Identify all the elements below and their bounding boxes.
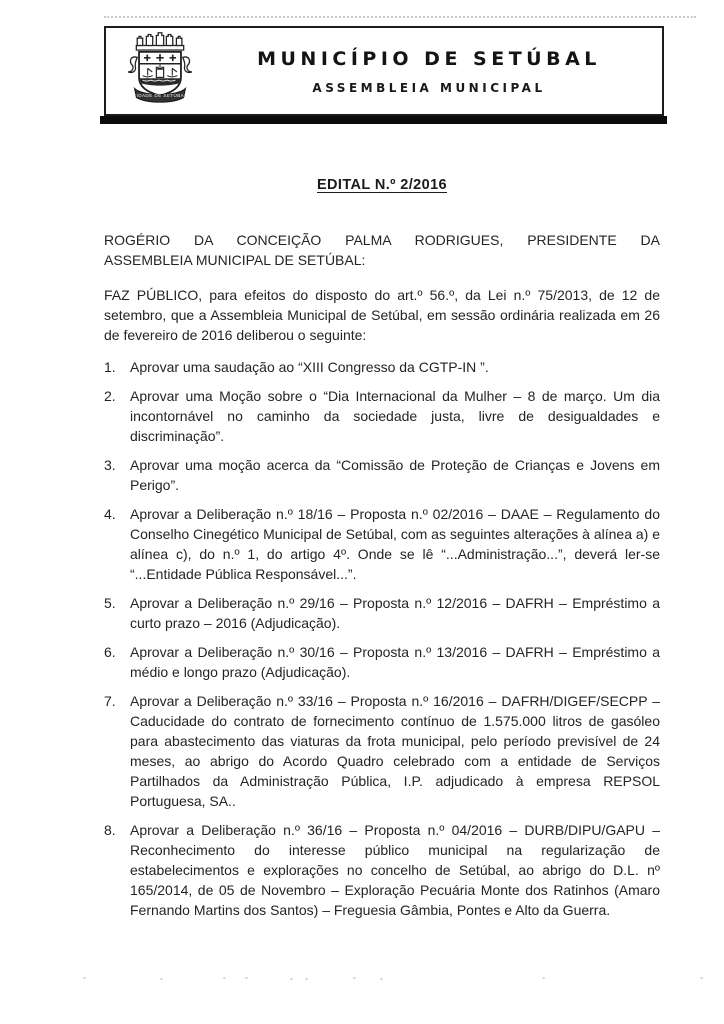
list-item-text: Aprovar a Deliberação n.º 36/16 – Proposta n.º 04/2016 – DURB/DIPU/GAPU – Reconhecimento do interesse público municipal na regularização de estabelecimentos e explorações no concelho de Setúbal, ao abrigo do D.L. nº 165/2014, de 05 de Novembro – Exploração Pecuária Monte dos Ratinhos (Amaro Fernando Martins dos Santos) – Freguesia Gâmbia, Pontes e Alto da Guerra. [130, 822, 660, 918]
list-item [104, 357, 660, 377]
list-item-number: 4. [104, 506, 116, 522]
list-item-text: Aprovar uma saudação ao “XIII Congresso da CGTP-IN ”. [130, 359, 489, 375]
list-item [104, 642, 660, 682]
opening-line1: ROGÉRIO DA CONCEIÇÃO PALMA RODRIGUES, PRESIDENTE DA [104, 232, 660, 248]
list-item [104, 593, 660, 633]
list-item-number: 7. [104, 693, 116, 709]
opening-line2: ASSEMBLEIA MUNICIPAL DE SETÚBAL: [104, 252, 366, 268]
list-item-number: 1. [104, 359, 116, 375]
list-item [104, 820, 660, 920]
list-item-number: 8. [104, 822, 116, 838]
header-box [104, 26, 664, 116]
list-item [104, 504, 660, 584]
municipality-title: MUNICÍPIO DE SETÚBAL [257, 47, 601, 70]
edital-title: EDITAL N.º 2/2016 [316, 177, 448, 193]
deliberations-list [104, 357, 660, 920]
list-item [104, 691, 660, 811]
list-item-text: Aprovar uma moção acerca da “Comissão de Proteção de Crianças e Jovens em Perigo”. [130, 457, 660, 493]
list-item-number: 3. [104, 457, 116, 473]
list-item-number: 5. [104, 595, 116, 611]
intro-paragraph: FAZ PÚBLICO, para efeitos do disposto do art.º 56.º, da Lei n.º 75/2013, de 12 de setembro, que a Assembleia Municipal de Setúbal, em sessão ordinária realizada em 26 de fevereiro de 2016 deliberou o seguinte: [104, 287, 660, 343]
header-titles [202, 48, 662, 95]
setubal-coat-of-arms-icon [118, 30, 202, 112]
list-item-number: 2. [104, 388, 116, 404]
crest-banner-text: CIDADE DE SETÚBAL [132, 92, 188, 98]
list-item-text: Aprovar a Deliberação n.º 33/16 – Proposta n.º 16/2016 – DAFRH/DIGEF/SECPP – Caducidade do contrato de fornecimento contínuo de 1.575.000 litros de gasóleo para abastecimento das viaturas da frota municipal, pelo período previsível de 24 meses, ao abrigo do Acordo Quadro celebrado com a entidade de Serviços Partilhados da Administração Pública, I.P. adjudicado à empresa REPSOL Portuguesa, SA.. [130, 693, 660, 809]
list-item-text: Aprovar uma Moção sobre o “Dia Internacional da Mulher – 8 de março. Um dia incontornável no caminho da sociedade justa, livre de desigualdades e discriminação”. [130, 388, 660, 444]
list-item [104, 455, 660, 495]
list-item-text: Aprovar a Deliberação n.º 30/16 – Proposta n.º 13/2016 – DAFRH – Empréstimo a médio e longo prazo (Adjudicação). [130, 644, 660, 680]
list-item-text: Aprovar a Deliberação n.º 18/16 – Proposta n.º 02/2016 – DAAE – Regulamento do Conselho Cinegético Municipal de Setúbal, com as seguintes alterações à alínea a) e alínea c), do n.º 1, do artigo 4º. Onde se lê “...Administração...”, deverá ler-se “...Entidade Pública Responsável...”. [130, 506, 660, 582]
header-rule-bar [100, 116, 667, 124]
list-item-number: 6. [104, 644, 116, 660]
assembly-subtitle: ASSEMBLEIA MUNICIPAL [312, 80, 546, 95]
scan-artifact-line [104, 16, 696, 18]
opening-paragraph [104, 230, 660, 270]
list-item-text: Aprovar a Deliberação n.º 29/16 – Proposta n.º 12/2016 – DAFRH – Empréstimo a curto prazo – 2016 (Adjudicação). [130, 595, 660, 631]
list-item [104, 386, 660, 446]
document-body [104, 177, 660, 929]
